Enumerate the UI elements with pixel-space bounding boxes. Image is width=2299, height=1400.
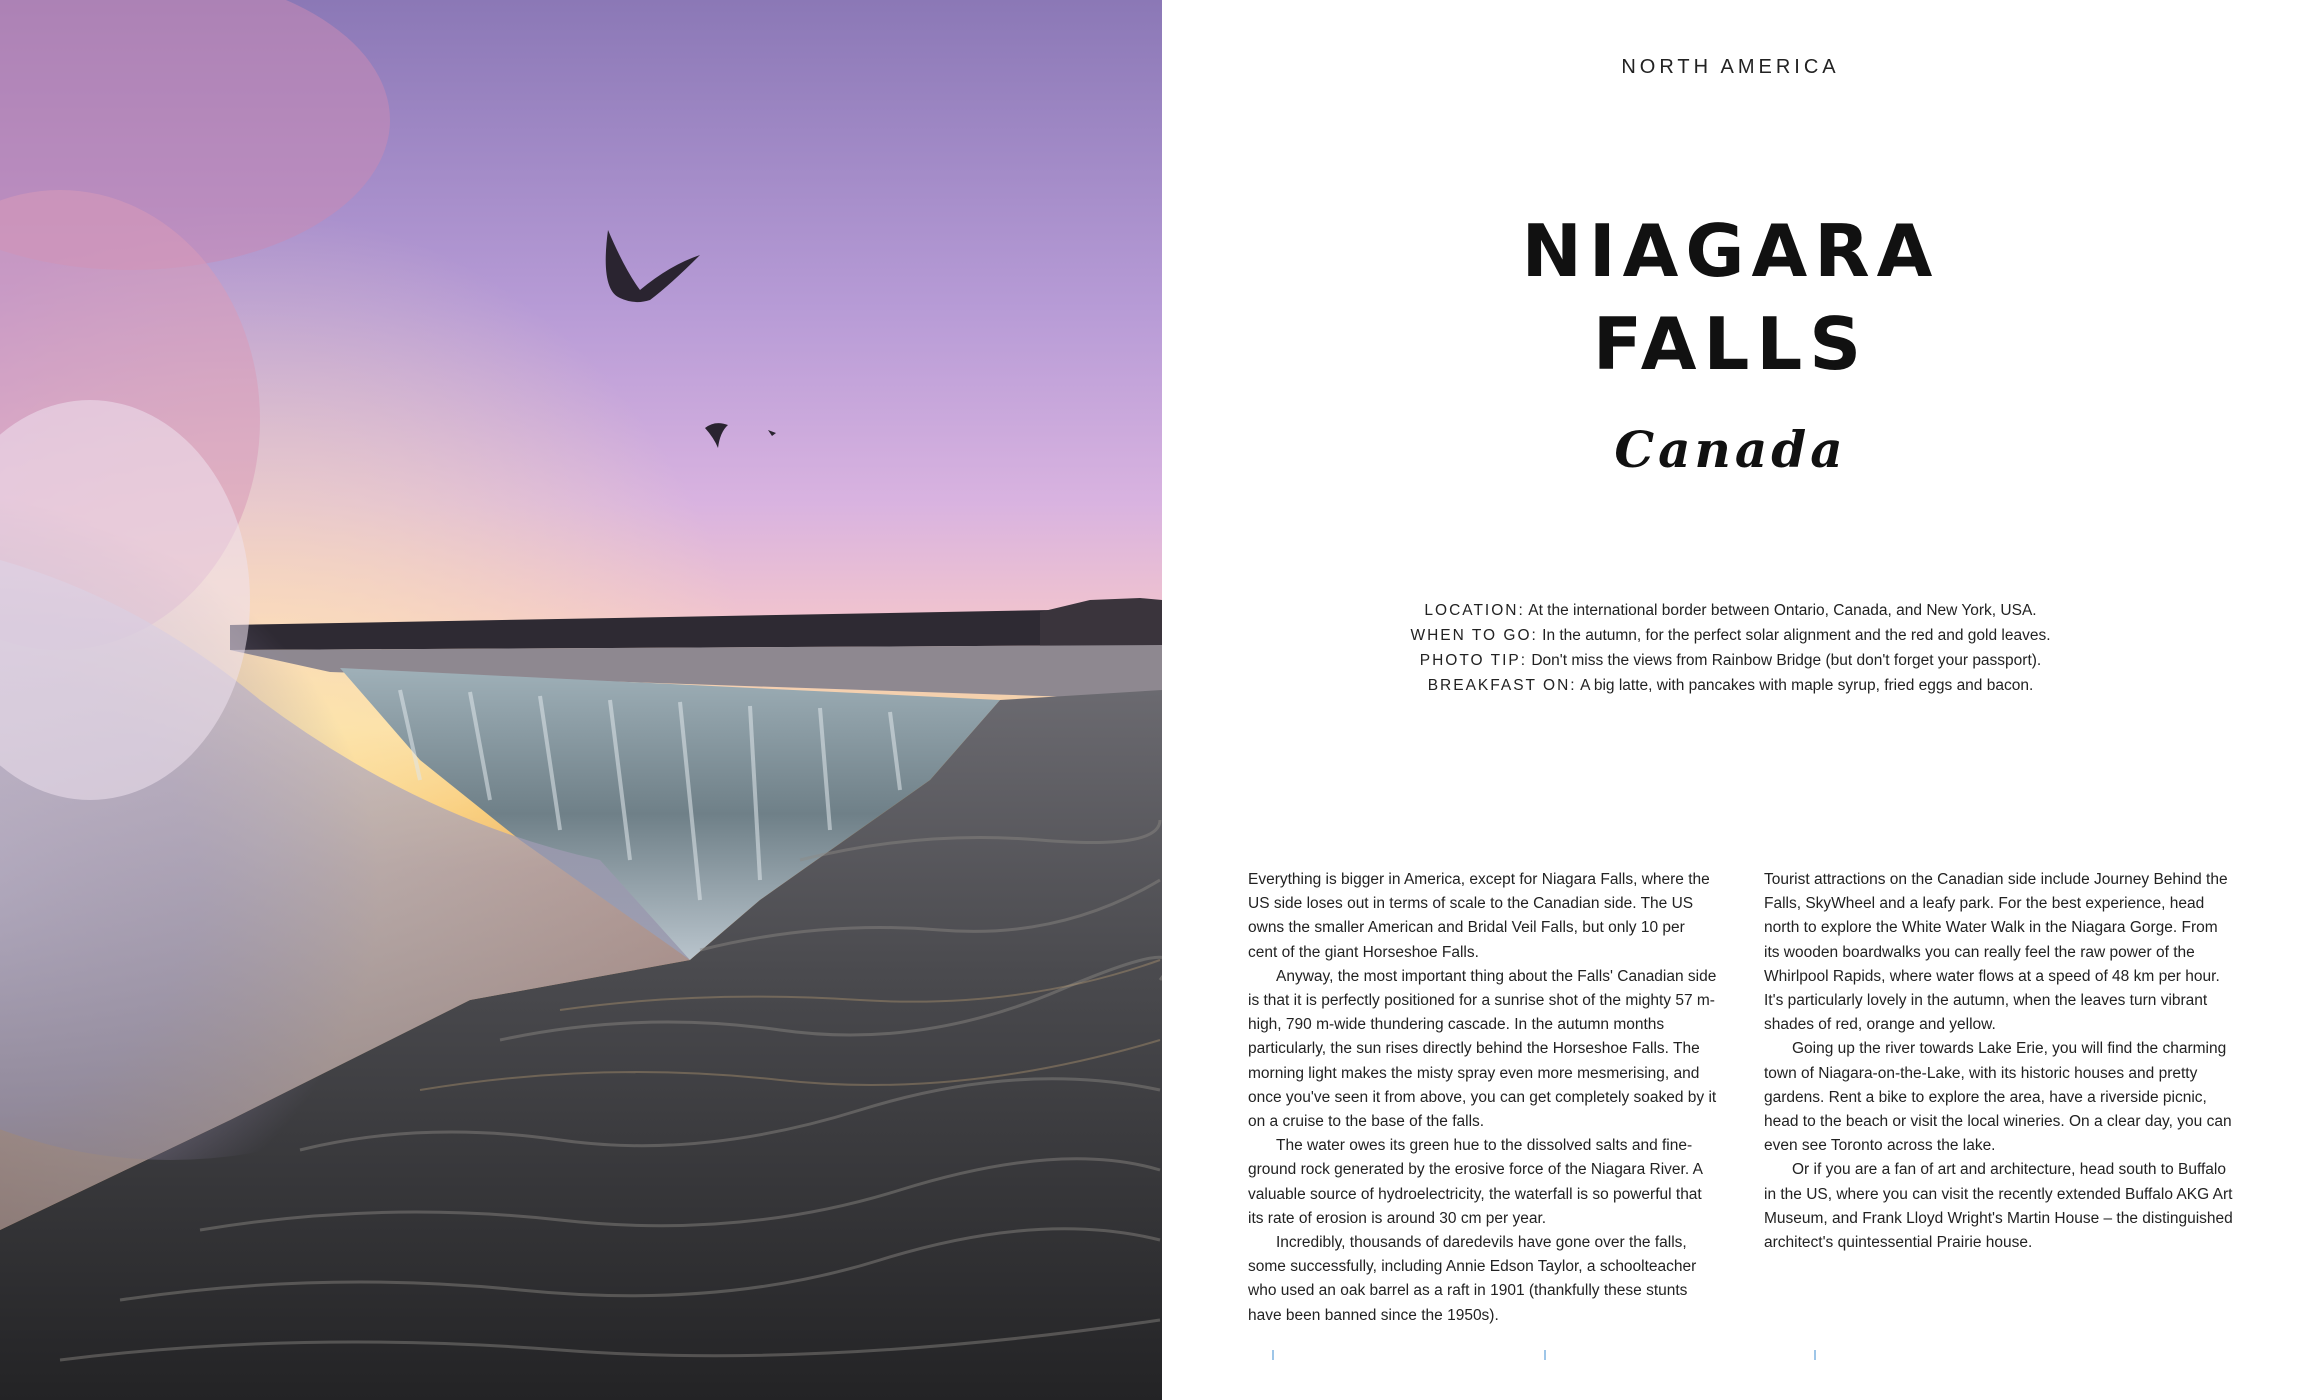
- title-line-2: FALLS: [1592, 302, 1869, 386]
- fact-label: PHOTO TIP:: [1419, 652, 1528, 669]
- fact-photo-tip: [1162, 648, 2299, 673]
- section-label: NORTH AMERICA: [1621, 56, 1840, 78]
- fact-location: [1162, 598, 2299, 623]
- fact-box: [1162, 598, 2299, 698]
- body-paragraph: Or if you are a fan of art and architecture, head south to Buffalo in the US, where you can visit the recently extended Buffalo AKG Art Museum, and Frank Lloyd Wright's Martin House – the distinguished architect's quintessential Prairie house.: [1764, 1161, 2233, 1252]
- fact-label: LOCATION:: [1424, 602, 1525, 619]
- fact-text: A big latte, with pancakes with maple syrup, fried eggs and bacon.: [1580, 677, 2034, 694]
- fact-text: Don't miss the views from Rainbow Bridge (but don't forget your passport).: [1531, 652, 2042, 669]
- crop-mark: [1272, 1350, 1274, 1360]
- body-columns: [1248, 868, 2248, 1328]
- title-line-1: NIAGARA: [1521, 209, 1940, 293]
- body-column-right: [1764, 868, 2234, 1255]
- body-column-left: [1248, 868, 1718, 1328]
- fact-breakfast-on: [1162, 673, 2299, 698]
- body-paragraph: Anyway, the most important thing about the Falls' Canadian side is that it is perfectly positioned for a sunrise shot of the mighty 57 m-high, 790 m-wide thundering cascade. In the autumn months particularly, the sun rises directly behind the Horseshoe Falls. The morning light makes the misty spray even more mesmerising, and once you've seen it from above, you can get completely soaked by it on a cruise to the base of the falls.: [1248, 967, 1717, 1131]
- article-title: [1162, 205, 2299, 391]
- fact-label: BREAKFAST ON:: [1427, 677, 1577, 694]
- crop-mark: [1544, 1350, 1546, 1360]
- body-paragraph: Everything is bigger in America, except for Niagara Falls, where the US side loses out in terms of scale to the Canadian side. The US owns the smaller American and Bridal Veil Falls, but only 10 per cent of the giant Horseshoe Falls.: [1248, 871, 1710, 961]
- fact-text: In the autumn, for the perfect solar alignment and the red and gold leaves.: [1542, 627, 2051, 644]
- crop-mark: [1814, 1350, 1816, 1360]
- fact-label: WHEN TO GO:: [1410, 627, 1538, 644]
- article-subtitle: Canada: [1614, 420, 1847, 479]
- fact-text: At the international border between Ontario, Canada, and New York, USA.: [1528, 602, 2037, 619]
- body-paragraph: The water owes its green hue to the dissolved salts and fine-ground rock generated by the erosive force of the Niagara River. A valuable source of hydroelectricity, the waterfall is so powerful that its rate of erosion is around 30 cm per year.: [1248, 1137, 1703, 1227]
- fact-when-to-go: [1162, 623, 2299, 648]
- article-page: [1162, 0, 2299, 1400]
- body-paragraph: Incredibly, thousands of daredevils have gone over the falls, some successfully, including Annie Edson Taylor, a schoolteacher who used an oak barrel as a raft in 1901 (thankfully these stunts have been banned since the 1950s).: [1248, 1234, 1697, 1324]
- body-paragraph: Tourist attractions on the Canadian side include Journey Behind the Falls, SkyWheel and a leafy park. For the best experience, head north to explore the White Water Walk in the Niagara Gorge. From its wooden boardwalks you can really feel the raw power of the Whirlpool Rapids, where water flows at a speed of 48 km per hour. It's particularly lovely in the autumn, when the leaves turn vibrant shades of red, orange and yellow.: [1764, 871, 2228, 1034]
- body-paragraph: Going up the river towards Lake Erie, you will find the charming town of Niagara-on-the-Lake, with its historic houses and pretty gardens. Rent a bike to explore the area, have a riverside picnic, head to the beach or visit the local wineries. On a clear day, you can even see Toronto across the lake.: [1764, 1040, 2232, 1155]
